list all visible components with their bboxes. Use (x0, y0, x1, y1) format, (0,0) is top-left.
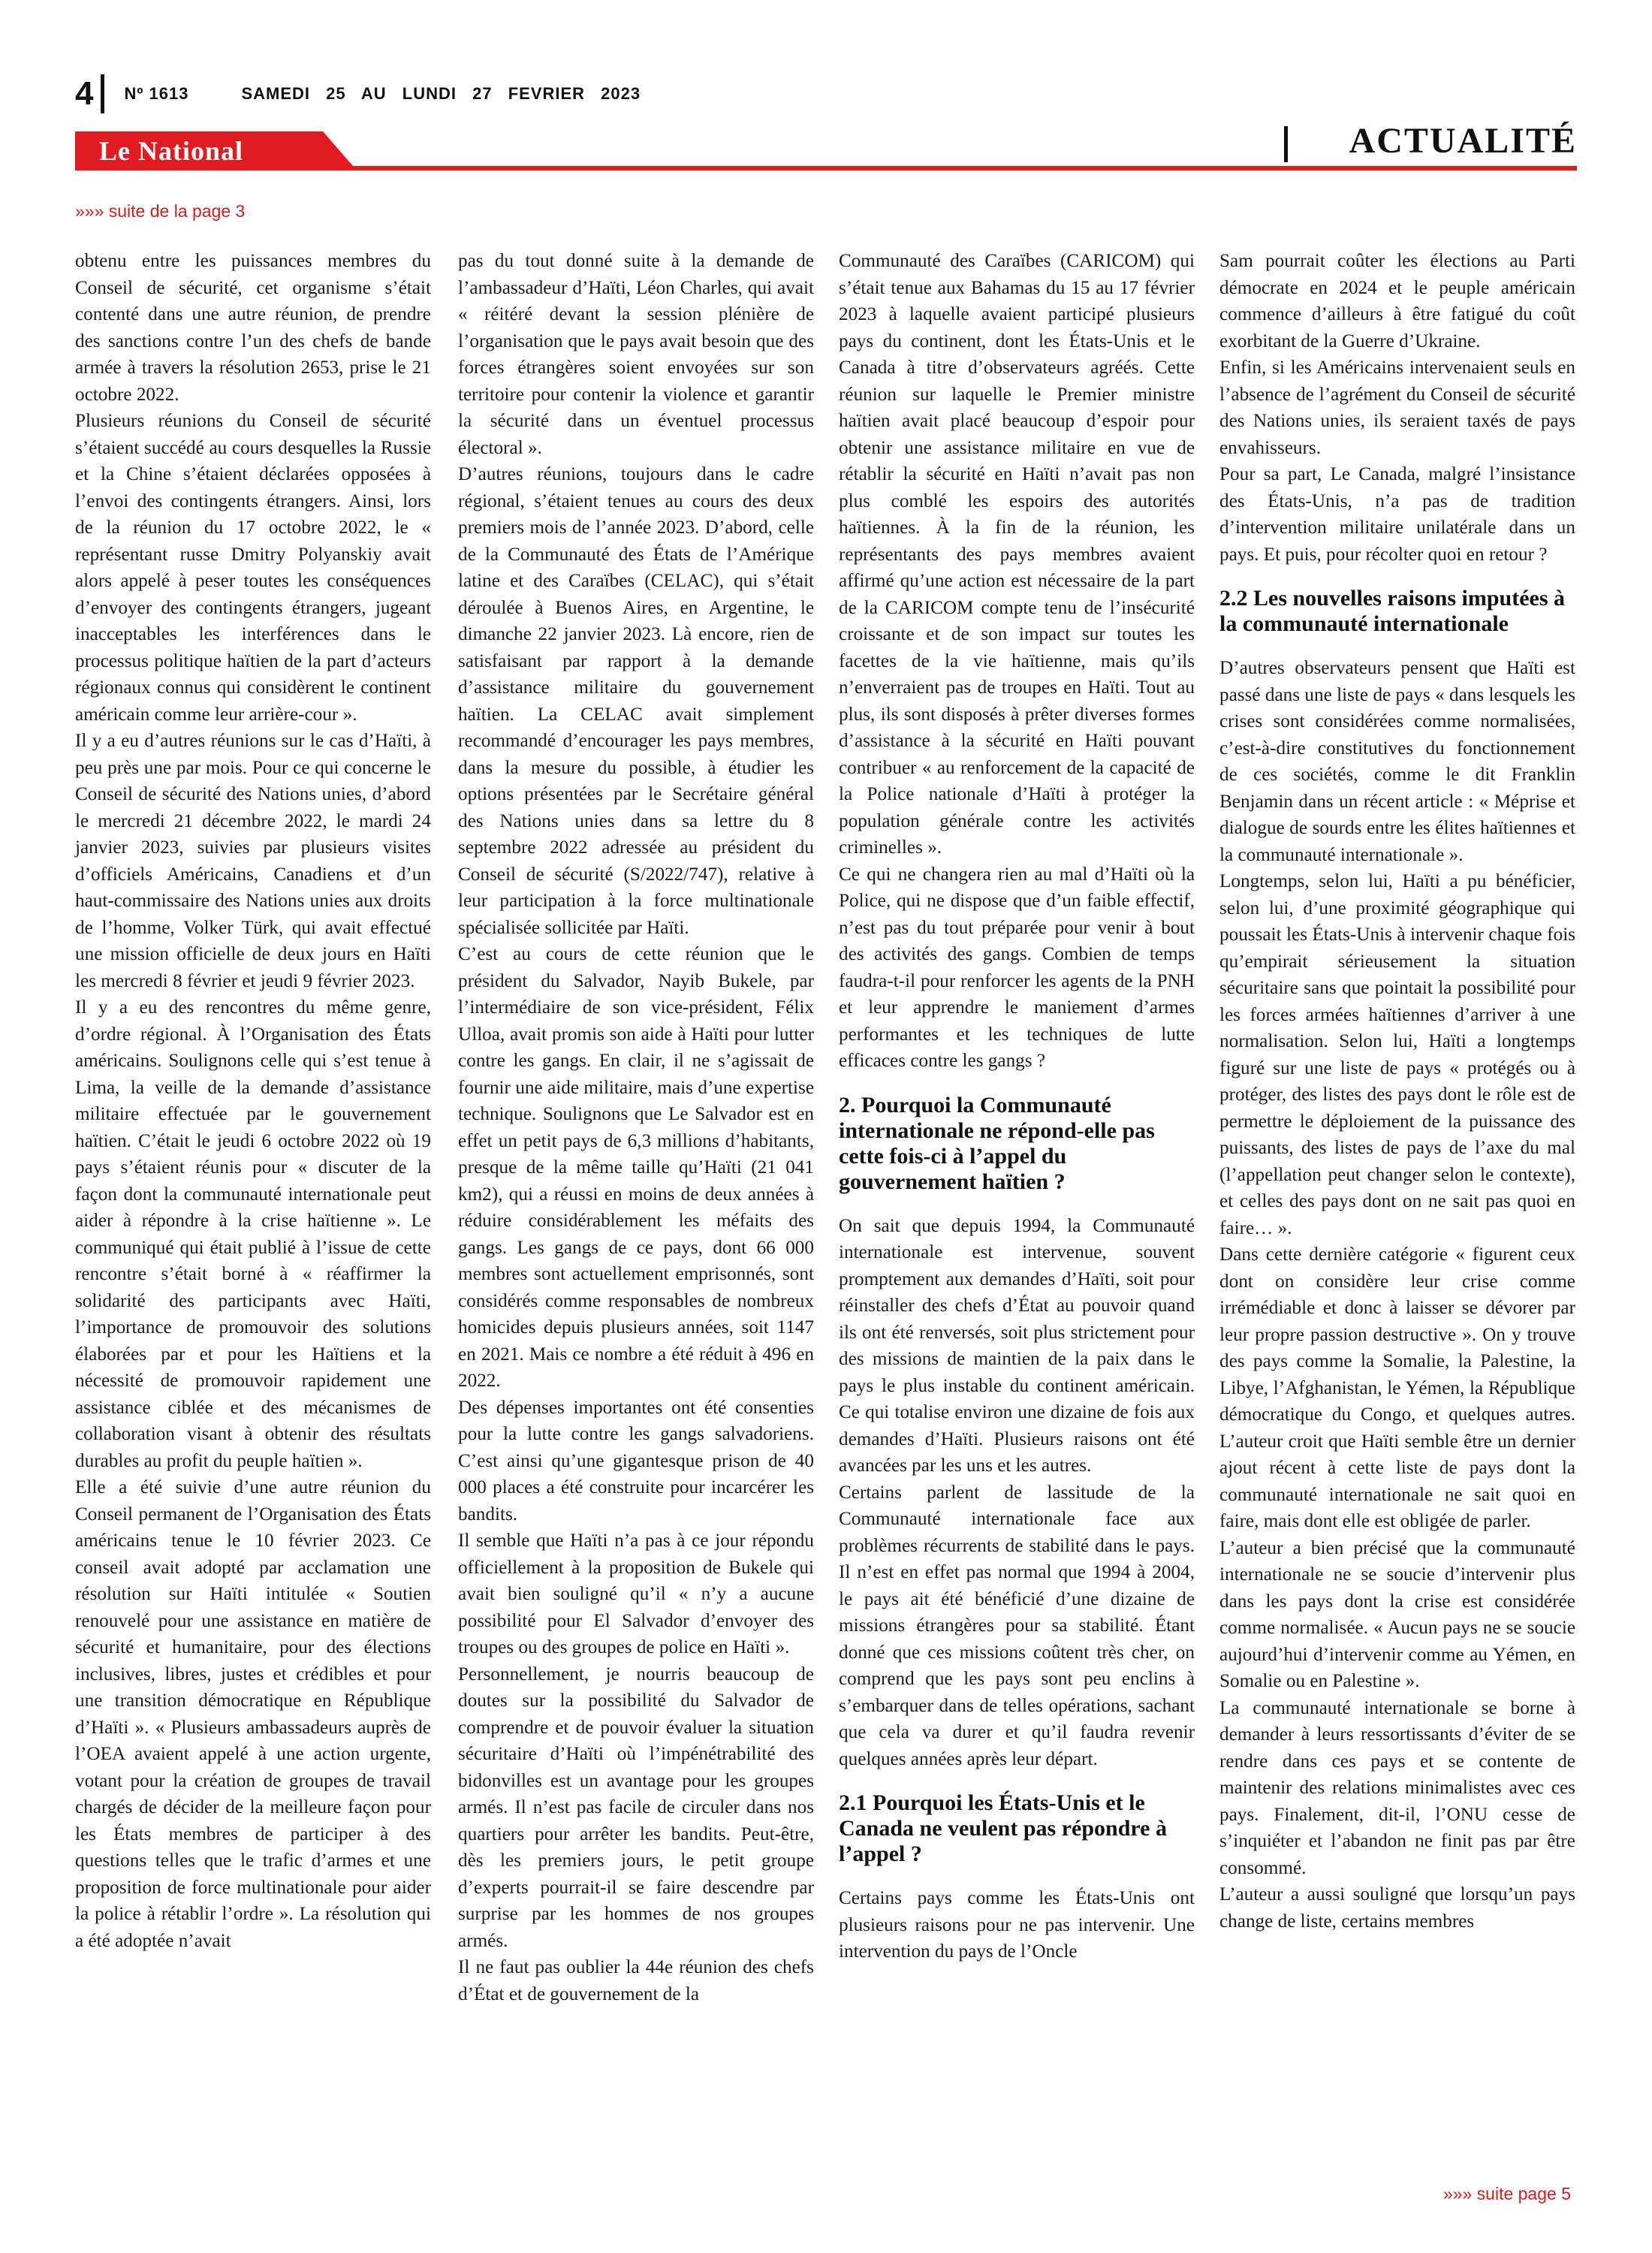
article-paragraph: Personnellement, je nourris beaucoup de doutes sur la possibilité du Salvador de comprendre et de pouvoir évaluer la situation sécuritaire d’Haïti où l’impénétrabilité des bidonvilles est un avantage pour les groupes armés. Il n’est pas facile de circuler dans nos quartiers pour arrêter les bandits. Peut-être, dès les premiers jours, le petit groupe d’experts pourrait-il se faire descendre par surprise par les hommes de nos groupes armés. (458, 1663, 814, 1951)
article-paragraph: Communauté des Caraïbes (CARICOM) qui s’était tenue aux Bahamas du 15 au 17 février 2023 à laquelle avaient participé plusieurs pays du continent, dont les États-Unis et le Canada à titre d’observateurs agréés. Cette réunion sur laquelle le Premier ministre haïtien avait placé beaucoup d’espoir pour obtenir une assistance militaire en vue de rétablir la sécurité en Haïti n’avait pas non plus comblé les espoirs des autorités haïtiennes. À la fin de la réunion, les représentants des pays membres avaient affirmé qu’une action est nécessaire de la part de la CARICOM compte tenu de l’insécurité croissante et de son impact sur toutes les facettes de la vie haïtienne, mais qu’ils n’enverraient pas de troupes en Haïti. Tout au plus, ils sont disposés à prêter diverses formes d’assistance à la sécurité en Haïti pouvant contribuer « au renforcement de la capacité de la Police nationale d’Haïti à protéger la population générale contre les activités criminelles ». (839, 251, 1195, 858)
article-paragraph: Certains parlent de lassitude de la Communauté internationale face aux problèmes récurrents de stabilité dans le pays. Il n’est en effet pas normal que 1994 à 2004, le pays ait été bénéficié d’une dizaine de missions étrangères pour sa stabilité. Étant donné que ces missions coûtent très cher, on comprend que les pays sont peu enclins à s’embarquer dans de telles opérations, sachant que cela va durer et qu’il faudra revenir quelques années après leur départ. (839, 1482, 1195, 1769)
article-column-4 (1219, 248, 1575, 1935)
newspaper-logo: Le National (99, 136, 244, 166)
article-paragraph: D’autres observateurs pensent que Haïti est passé dans une liste de pays « dans lesquels les crises sont considérées comme normalisées, c’est-à-dire constitutives du fonctionnement de ces sociétés, comme le dit Franklin Benjamin dans un récent article : « Méprise et dialogue de sourds entre les élites haïtiennes et la communauté internationale ». (1219, 658, 1575, 865)
section-heading: 2.2 Les nouvelles raisons imputées à la communauté internationale (1219, 586, 1566, 636)
article-paragraph: Ce qui ne changera rien au mal d’Haïti où la Police, qui ne dispose que d’un faible effectif, n’est pas du tout préparée pour venir à bout des activités des gangs. Combien de temps faudra-t-il pour renforcer les agents de la PNH et leur apprendre le maniement d’armes performantes et les techniques de lutte efficaces contre les gangs ? (839, 864, 1195, 1071)
issue-date: SAMEDI 25 AU LUNDI 27 FEVRIER 2023 (241, 84, 641, 103)
article-paragraph: L’auteur a bien précisé que la communauté internationale ne se soucie d’intervenir plus dans les pays dont la crise est considérée comme normalisée. « Aucun pays ne se soucie aujourd’hui d’intervenir comme au Yémen, en Somalie ou en Palestine ». (1219, 1537, 1575, 1691)
article-paragraph: L’auteur a aussi souligné que lorsqu’un pays change de liste, certains membres (1219, 1884, 1575, 1932)
article-column-2 (458, 248, 814, 2007)
article-column-1 (75, 248, 431, 1954)
article-paragraph: obtenu entre les puissances membres du Conseil de sécurité, cet organisme s’était contenté dans une autre réunion, de prendre des sanctions contre l’un des chefs de bande armée à travers la résolution 2653, prise le 21 octobre 2022. (75, 251, 431, 405)
article-paragraph: pas du tout donné suite à la demande de l’ambassadeur d’Haïti, Léon Charles, qui avait « réitéré devant la session plénière de l’organisation que le pays avait besoin que des forces étrangères soient envoyées sur son territoire pour contenir la violence et garantir la sécurité dans un éventuel processus électoral ». (458, 251, 814, 458)
article-paragraph: Pour sa part, Le Canada, malgré l’insistance des États-Unis, n’a pas de tradition d’intervention militaire unilatérale dans un pays. Et puis, pour récolter quoi en retour ? (1219, 464, 1575, 565)
continued-to-link[interactable]: »»» suite page 5 (1442, 2184, 1571, 2203)
continued-from-link[interactable]: »»» suite de la page 3 (75, 201, 246, 221)
article-paragraph: D’autres réunions, toujours dans le cadre régional, s’étaient tenues au cours des deux premiers mois de l’année 2023. D’abord, celle de la Communauté des États de l’Amérique latine et des Caraïbes (CELAC), qui s’était déroulée à Buenos Aires, en Argentine, le dimanche 22 janvier 2023. Là encore, rien de satisfaisant par rapport à la demande d’assistance militaire du gouvernement haïtien. La CELAC avait simplement recommandé d’encourager les pays membres, dans la mesure du possible, à étudier les options présentées par le Secrétaire général des Nations unies dans sa lettre du 8 septembre 2022 adressée au président du Conseil de sécurité (S/2022/747), relative à leur participation à la force multinationale spécialisée sollicitée par Haïti. (458, 464, 814, 938)
article-paragraph: Il y a eu d’autres réunions sur le cas d’Haïti, à peu près une par mois. Pour ce qui concerne le Conseil de sécurité des Nations unies, d’abord le mercredi 21 décembre 2022, le mardi 24 janvier 2023, suivies par plusieurs visites d’officiels Américains, Canadiens et d’un haut-commissaire des Nations unies aux droits de l’homme, Volker Türk, qui avait effectué une mission officielle de deux jours en Haïti les mercredi 8 février et jeudi 9 février 2023. (75, 731, 431, 991)
article-paragraph: Certains pays comme les États-Unis ont plusieurs raisons pour ne pas intervenir. Une intervention du pays de l’Oncle (839, 1888, 1195, 1962)
article-paragraph: Il semble que Haïti n’a pas à ce jour répondu officiellement à la proposition de Bukele qui avait bien souligné qu’il « n’y a aucune possibilité pour El Salvador d’envoyer des troupes ou des groupes de police en Haïti ». (458, 1531, 814, 1657)
article-paragraph: Il y a eu des rencontres du même genre, d’ordre régional. À l’Organisation des États américains. Soulignons celle qui s’est tenue à Lima, la veille de la demande d’assistance militaire effectuée par le gouvernement haïtien. C’était le jeudi 6 octobre 2022 où 19 pays s’étaient réunis pour « discuter de la façon dont la communauté internationale peut aider à répondre à la crise haïtienne ». Le communiqué qui était publié à l’issue de cette rencontre s’était borné à « réaffirmer la solidarité des participants avec Haïti, l’importance de promouvoir des solutions élaborées par et pour les Haïtiens et la nécessité de promouvoir rapidement une assistance ciblée et des mécanismes de collaboration visant à obtenir des résultats durables au profit du peuple haïtien ». (75, 997, 431, 1471)
section-heading: 2. Pourquoi la Communauté internationale ne répond-elle pas cette fois-ci à l’appel du gouvernement haïtien ? (839, 1092, 1155, 1194)
article-paragraph: Enfin, si les Américains intervenaient seuls en l’absence de l’agrément du Conseil de sécurité des Nations unies, ils seraient taxés de pays envahisseurs. (1219, 357, 1575, 458)
page-number: 4 (75, 75, 94, 112)
header-divider (101, 74, 104, 113)
section-divider (1284, 126, 1288, 162)
article-paragraph: Elle a été suivie d’une autre réunion du Conseil permanent de l’Organisation des États américains tenue le 10 février 2023. Ce conseil avait adopté par acclamation une résolution sur Haïti intitulée « Soutien renouvelé pour une assistance en matière de sécurité et humanitaire, pour des élections inclusives, libres, justes et crédibles et pour une transition démocratique en République d’Haïti ». « Plusieurs ambassadeurs auprès de l’OEA avaient appelé à une action urgente, votant pour la création de groupes de travail chargés de décider de la meilleure façon pour les États membres de participer à des questions telles que le trafic d’armes et une proposition de force multinationale pour aider la police à rétablir l’ordre ». La résolution qui a été adoptée n’avait (75, 1477, 431, 1951)
section-title: ACTUALITÉ (1349, 121, 1577, 161)
page-header (75, 75, 641, 113)
article-paragraph: Des dépenses importantes ont été consenties pour la lutte contre les gangs salvadoriens. C’est ainsi qu’une gigantesque prison de 40 000 places a été construite pour incarcérer les bandits. (458, 1397, 814, 1525)
article-paragraph: Il ne faut pas oublier la 44e réunion des chefs d’État et de gouvernement de la (458, 1957, 814, 2004)
article-paragraph: Longtemps, selon lui, Haïti a pu bénéficier, selon lui, d’une proximité géographique qui poussait les États-Unis à intervenir chaque fois qu’empirait sérieusement la situation sécuritaire sans que pointait la possibilité pour les forces armées haïtiennes d’arriver à une normalisation. Selon lui, Haïti a longtemps figuré sur une liste de pays « protégés ou à protéger, des listes des pays dont le rôle est de permettre le déploiement de la puissance des puissants, des listes de pays de l’axe du mal (l’appellation peut changer selon le contexte), et celles des pays dont on ne sait pas quoi en faire… ». (1219, 871, 1575, 1238)
section-heading: 2.1 Pourquoi les États-Unis et le Canada ne veulent pas répondre à l’appel ? (839, 1790, 1167, 1866)
article-paragraph: Sam pourrait coûter les élections au Parti démocrate en 2024 et le peuple américain commence d’ailleurs à être fatigué du coût exorbitant de la Guerre d’Ukraine. (1219, 251, 1575, 351)
issue-number: Nº 1613 (124, 84, 189, 103)
article-column-3 (839, 248, 1195, 1965)
article-paragraph: C’est au cours de cette réunion que le président du Salvador, Nayib Bukele, par l’intermédiaire de son vice-président, Félix Ulloa, avait promis son aide à Haïti pour lutter contre les gangs. En clair, il ne s’agissait de fournir une aide militaire, mais d’une expertise technique. Soulignons que Le Salvador est en effet un petit pays de 6,3 millions d’habitants, presque de la même taille qu’Haïti (21 041 km2), qui a réussi en moins de deux années à réduire considérablement les méfaits des gangs. Les gangs de ce pays, dont 66 000 membres sont actuellement emprisonnés, sont considérés comme responsables de nombreux homicides depuis plusieurs années, soit 1147 en 2021. Mais ce nombre a été réduit à 496 en 2022. (458, 944, 814, 1391)
article-paragraph: Dans cette dernière catégorie « figurent ceux dont on considère leur crise comme irrémédiable et donc à laisser se dévorer par leur propre passion destructive ». On y trouve des pays comme la Somalie, la Palestine, la Libye, l’Afghanistan, le Yémen, la République démocratique du Congo, et quelques autres. L’auteur croit que Haïti semble être un dernier ajout récent à cette liste de pays dont la communauté internationale ne sait quoi en faire, mais dont elle est obligée de parler. (1219, 1244, 1575, 1531)
article-paragraph: La communauté internationale se borne à demander à leurs ressortissants d’éviter de se rendre dans ces pays et se contente de maintenir des relations minimalistes avec ces pays. Finalement, dit-il, l’ONU cesse de s’inquiéter et l’abandon ne finit pas par être consommé. (1219, 1697, 1575, 1878)
article-paragraph: On sait que depuis 1994, la Communauté internationale est intervenue, souvent promptement aux demandes d’Haïti, soit pour réinstaller des chefs d’État au pouvoir quand ils ont été renversés, soit plus strictement pour des missions de maintien de la paix dans le pays le plus instable du continent américain. Ce qui totalise environ une dizaine de fois aux demandes d’Haïti. Plusieurs raisons ont été avancées par les uns et les autres. (839, 1215, 1195, 1476)
article-paragraph: Plusieurs réunions du Conseil de sécurité s’étaient succédé au cours desquelles la Russie et la Chine s’étaient déclarées opposées à l’envoi des contingents étrangers. Ainsi, lors de la réunion du 17 octobre 2022, le « représentant russe Dmitry Polyanskiy avait alors appelé à peser toutes les conséquences d’envoyer des contingents étrangers, jugeant inacceptables les interférences dans le processus politique haïtien de la part d’acteurs régionaux connus qui considèrent le continent américain comme leur arrière-cour ». (75, 411, 431, 725)
